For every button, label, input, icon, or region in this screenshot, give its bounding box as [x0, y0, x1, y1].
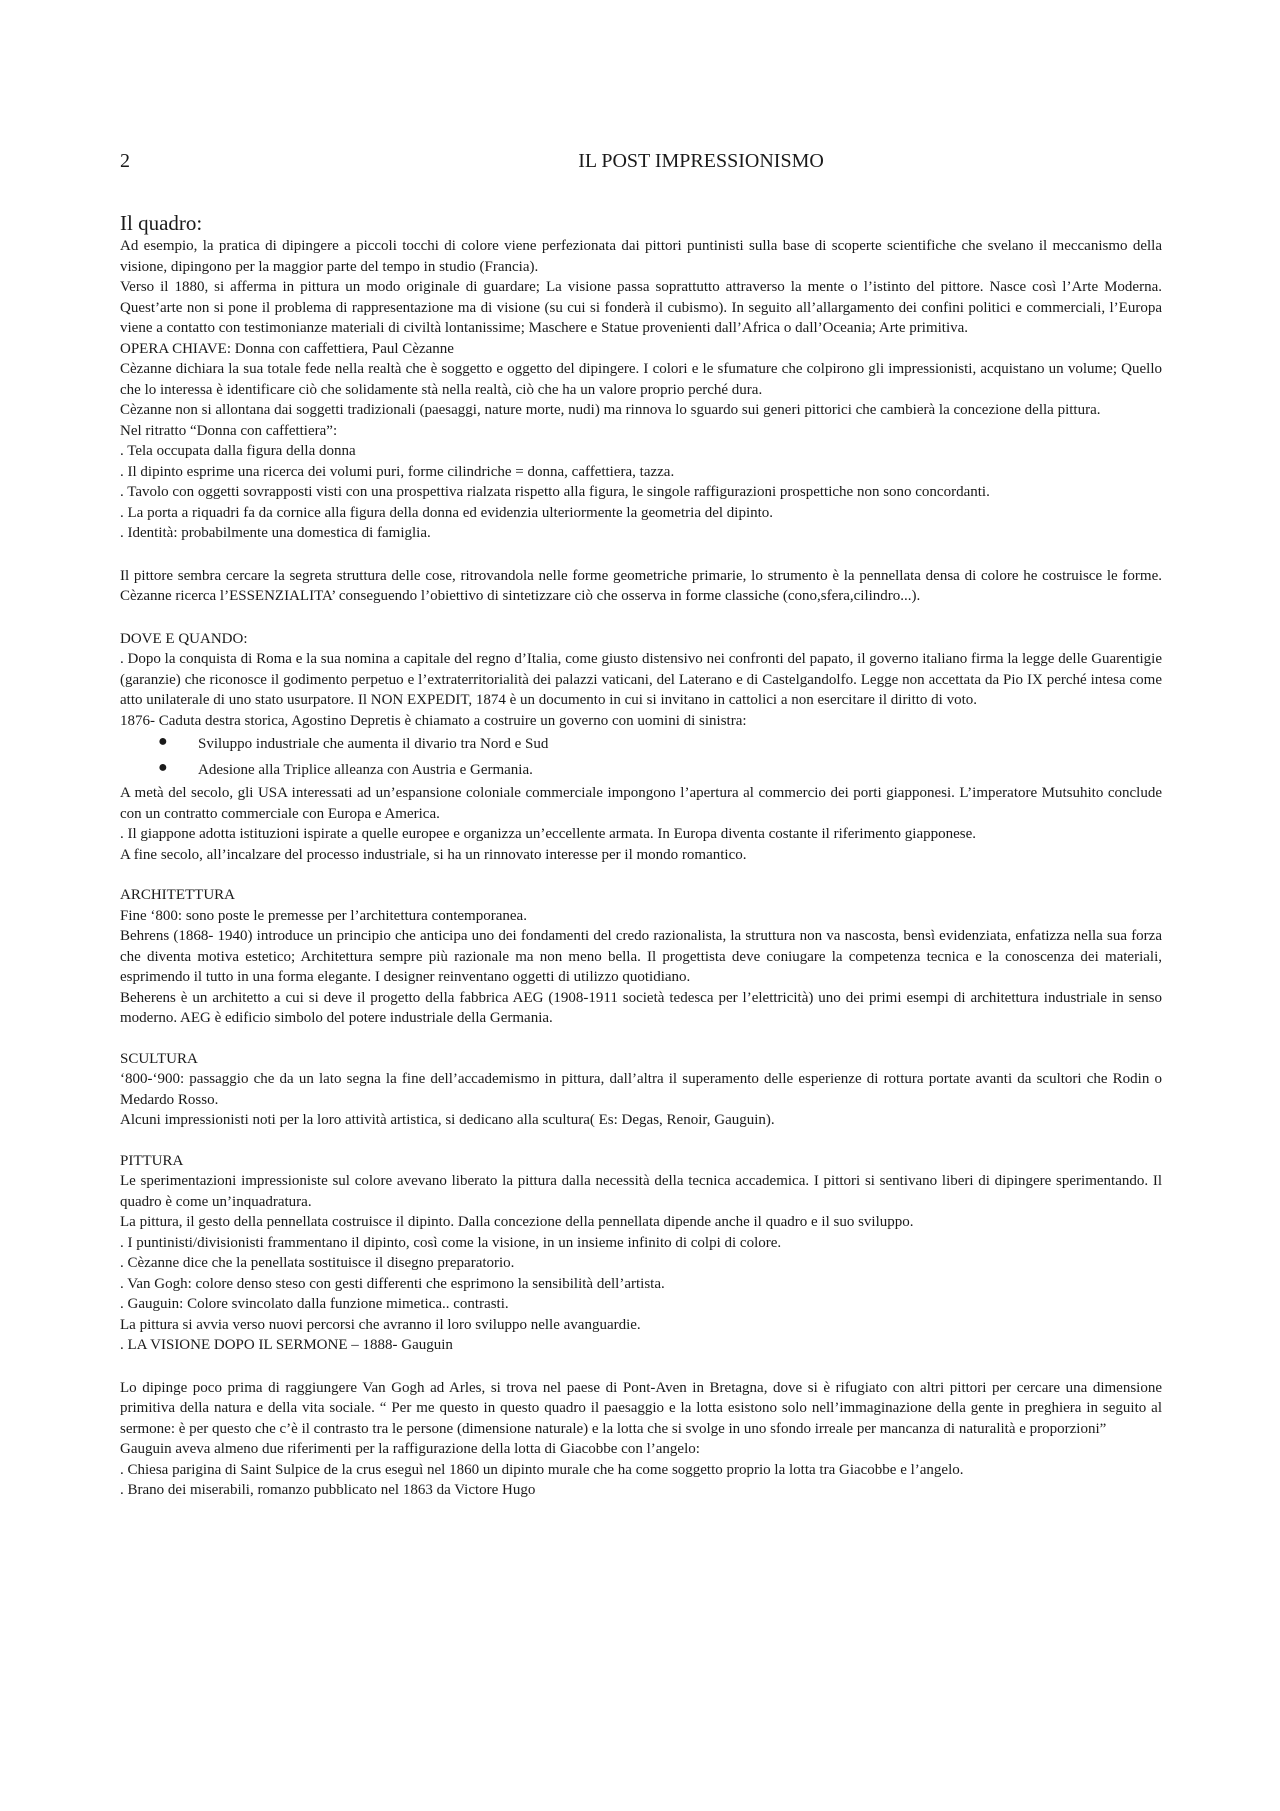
intro-line: . Tela occupata dalla figura della donna — [120, 443, 356, 459]
dove-quando-paragraph: . Il giappone adotta istituzioni ispirate a quelle europee e organizza un’eccellente armata. In Europa diventa costante il riferimento giapponese. — [120, 826, 977, 842]
pittura-line: . LA VISIONE DOPO IL SERMONE – 1888- Gauguin — [120, 1337, 453, 1353]
bullet-icon: ● — [158, 759, 168, 776]
section-heading-architettura: ARCHITETTURA — [120, 887, 235, 903]
dove-quando-paragraph: A fine secolo, all’incalzare del processo industriale, si ha un rinnovato interesse per il mondo romantico. — [120, 846, 747, 863]
page-header — [120, 150, 1162, 180]
architettura-paragraph: Behrens (1868- 1940) introduce un principio che anticipa uno dei fondamenti del credo razionalista, la struttura non va nascosta, bensì evidenziata, enfatizza nella sua forza che diventa motiva estetico; Architettura sempre più razionale ma non meno bella. Il progettista deve coniugare la competenza tecnica e la conoscenza dei materiali, esprimendo il tutto in una forma elegante. I designer reinventano oggetti di utilizzo quotidiano. — [120, 928, 1162, 985]
gauguin-paragraph: . Chiesa parigina di Saint Sulpice de la crus eseguì nel 1860 un dipinto murale che ha come soggetto proprio la lotta tra Giacobbe e l’angelo. — [120, 1461, 964, 1478]
page-number: 2 — [120, 150, 130, 172]
pittura-line: . Cèzanne dice che la penellata sostituisce il disegno preparatorio. — [120, 1255, 515, 1271]
intro-line: . La porta a riquadri fa da cornice alla figura della donna ed evidenzia ulteriormente la geometria del dipinto. — [120, 504, 774, 521]
intro-line: Nel ritratto “Donna con caffettiera”: — [120, 422, 338, 439]
scultura-paragraph: Alcuni impressionisti noti per la loro attività artistica, si dedicano alla scultura( Es: Degas, Renoir, Gauguin). — [120, 1112, 775, 1128]
list-item: ● Adesione alla Triplice alleanza con Austria e Germania. — [120, 757, 1162, 783]
intro-paragraph: Ad esempio, la pratica di dipingere a piccoli tocchi di colore viene perfezionata dai pittori puntinisti sulla base di scoperte scientifiche che svelano il meccanismo della visione, dipingono per la maggior parte del tempo in studio (Francia). — [120, 238, 1162, 275]
section-heading-pittura: PITTURA — [120, 1152, 184, 1169]
section-heading-scultura: SCULTURA — [120, 1050, 198, 1067]
intro-paragraph: Cèzanne dichiara la sua totale fede nella realtà che è soggetto e oggetto del dipingere. I colori e le sfumature che colpirono gli impressionisti, acquistano un volume; Quello che lo interessa è identificare ciò che solidamente stà nella realtà, ciò che ha un valore proprio perché dura. — [120, 361, 1162, 398]
gauguin-paragraph: . Brano dei miserabili, romanzo pubblicato nel 1863 da Victore Hugo — [120, 1482, 536, 1498]
pittura-paragraph: Le sperimentazioni impressioniste sul colore avevano liberato la pittura dalla necessità della tecnica accademica. I pittori si sentivano liberi di dipingere sperimentando. Il quadro è come un’inquadratura. — [120, 1173, 1162, 1210]
architettura-paragraph: Fine ‘800: sono poste le premesse per l’architettura contemporanea. — [120, 907, 527, 924]
dove-quando-paragraph: . Dopo la conquista di Roma e la sua nomina a capitale del regno d’Italia, come giusto distensivo nei confronti del papato, il governo italiano firma la legge delle Guarentigie (garanzie) che riconosce il godimento perpetuo e l’extraterritorialità dei palazzi vaticani, del Laterano e di Castelgandolfo. Legge non accettata da Pio IX perché intesa come atto unilaterale di uno stato usurpatore. Il NON EXPEDIT, 1874 è un documento in cui si invitano in cattolici a non esercitare il diritto di voto. — [120, 651, 1162, 708]
gauguin-paragraph: Gauguin aveva almeno due riferimenti per la raffigurazione della lotta di Giacobbe con l’angelo: — [120, 1441, 700, 1457]
scultura-paragraph: ‘800-‘900: passaggio che da un lato segna la fine dell’accademismo in pittura, dall’altra il superamento delle esperienze di rottura portate avanti da scultori che Rodin o Medardo Rosso. — [120, 1071, 1162, 1108]
intro-line: . Identità: probabilmente una domestica di famiglia. — [120, 525, 431, 541]
dove-quando-paragraph: 1876- Caduta destra storica, Agostino Depretis è chiamato a costruire un governo con uomini di sinistra: — [120, 712, 747, 729]
document-page — [120, 150, 1162, 1501]
pittura-line: . I puntinisti/divisionisti frammentano il dipinto, così come la visione, in un insieme infinito di colpi di colore. — [120, 1234, 782, 1251]
section-title: Il quadro: — [120, 211, 203, 235]
list-item: ● Sviluppo industriale che aumenta il divario tra Nord e Sud — [120, 731, 1162, 757]
key-work-line: OPERA CHIAVE: Donna con caffettiera, Paul Cèzanne — [120, 340, 454, 357]
intro-closing-paragraph: Il pittore sembra cercare la segreta struttura delle cose, ritrovandola nelle forme geometriche primarie, lo strumento è la pennellata densa di colore he costruisce le forme. Cèzanne ricerca l’ESSENZIALITA’ conseguendo l’obiettivo di sintetizzare ciò che osserva in forme classiche (cono,sfera,cilindro...). — [120, 567, 1162, 604]
running-title: IL POST IMPRESSIONISMO — [578, 150, 824, 172]
pittura-line: La pittura, il gesto della pennellata costruisce il dipinto. Dalla concezione della pennellata dipende anche il quadro e il suo sviluppo. — [120, 1214, 914, 1230]
pittura-line: . Gauguin: Colore svincolato dalla funzione mimetica.. contrasti. — [120, 1296, 509, 1312]
bullet-icon: ● — [158, 733, 168, 750]
section-heading-dove-quando: DOVE E QUANDO: — [120, 630, 248, 647]
intro-line: . Il dipinto esprime una ricerca dei volumi puri, forme cilindriche = donna, caffettiera, tazza. — [120, 463, 675, 480]
intro-paragraph: Verso il 1880, si afferma in pittura un modo originale di guardare; La visione passa soprattutto attraverso la mente o l’istinto del pittore. Nasce così l’Arte Moderna. Quest’arte non si pone il problema di rappresentazione ma di visione (su cui si fonderà il cubismo). In seguito all’allargamento dei confini politici e commerciali, l’Europa viene a contatto con testimonianze materiali di civiltà lontanissime; Maschere e Statue provenienti dall’Africa o dall’Oceania; Arte primitiva. — [120, 279, 1162, 336]
dove-quando-paragraph: A metà del secolo, gli USA interessati ad un’espansione coloniale commerciale impongono l’apertura al commercio dei porti giapponesi. L’imperatore Mutsuhito conclude con un contratto commerciale con Europa e America. — [120, 785, 1162, 822]
pittura-line: . Van Gogh: colore denso steso con gesti differenti che esprimono la sensibilità dell’artista. — [120, 1275, 665, 1292]
intro-paragraph: Cèzanne non si allontana dai soggetti tradizionali (paesaggi, nature morte, nudi) ma rinnova lo sguardo sui generi pittorici che cambierà la concezione della pittura. — [120, 402, 1101, 418]
bullet-list — [120, 731, 1162, 783]
architettura-paragraph: Beherens è un architetto a cui si deve il progetto della fabbrica AEG (1908-1911 società tedesca per l’elettricità) uno dei primi esempi di architettura industriale in senso moderno. AEG è edificio simbolo del potere industriale della Germania. — [120, 989, 1162, 1026]
pittura-line: La pittura si avvia verso nuovi percorsi che avranno il loro sviluppo nelle avanguardie. — [120, 1316, 641, 1333]
gauguin-paragraph: Lo dipinge poco prima di raggiungere Van Gogh ad Arles, si trova nel paese di Pont-Aven in Bretagna, dove si è rifugiato con altri pittori per cercare una dimensione primitiva della natura e della vita sociale. “ Per me questo in questo quadro il paesaggio e la lotta esistono solo nell’immaginazione della gente in preghiera in seguito al sermone: è per questo che c’è il contrasto tra le persone (dimensione naturale) e la lotta che si svolge in uno sfondo irreale per mancanza di naturalità e proporzioni” — [120, 1379, 1162, 1437]
intro-line: . Tavolo con oggetti sovrapposti visti con una prospettiva rialzata rispetto alla figura, le singole raffigurazioni prospettiche non sono concordanti. — [120, 484, 990, 500]
